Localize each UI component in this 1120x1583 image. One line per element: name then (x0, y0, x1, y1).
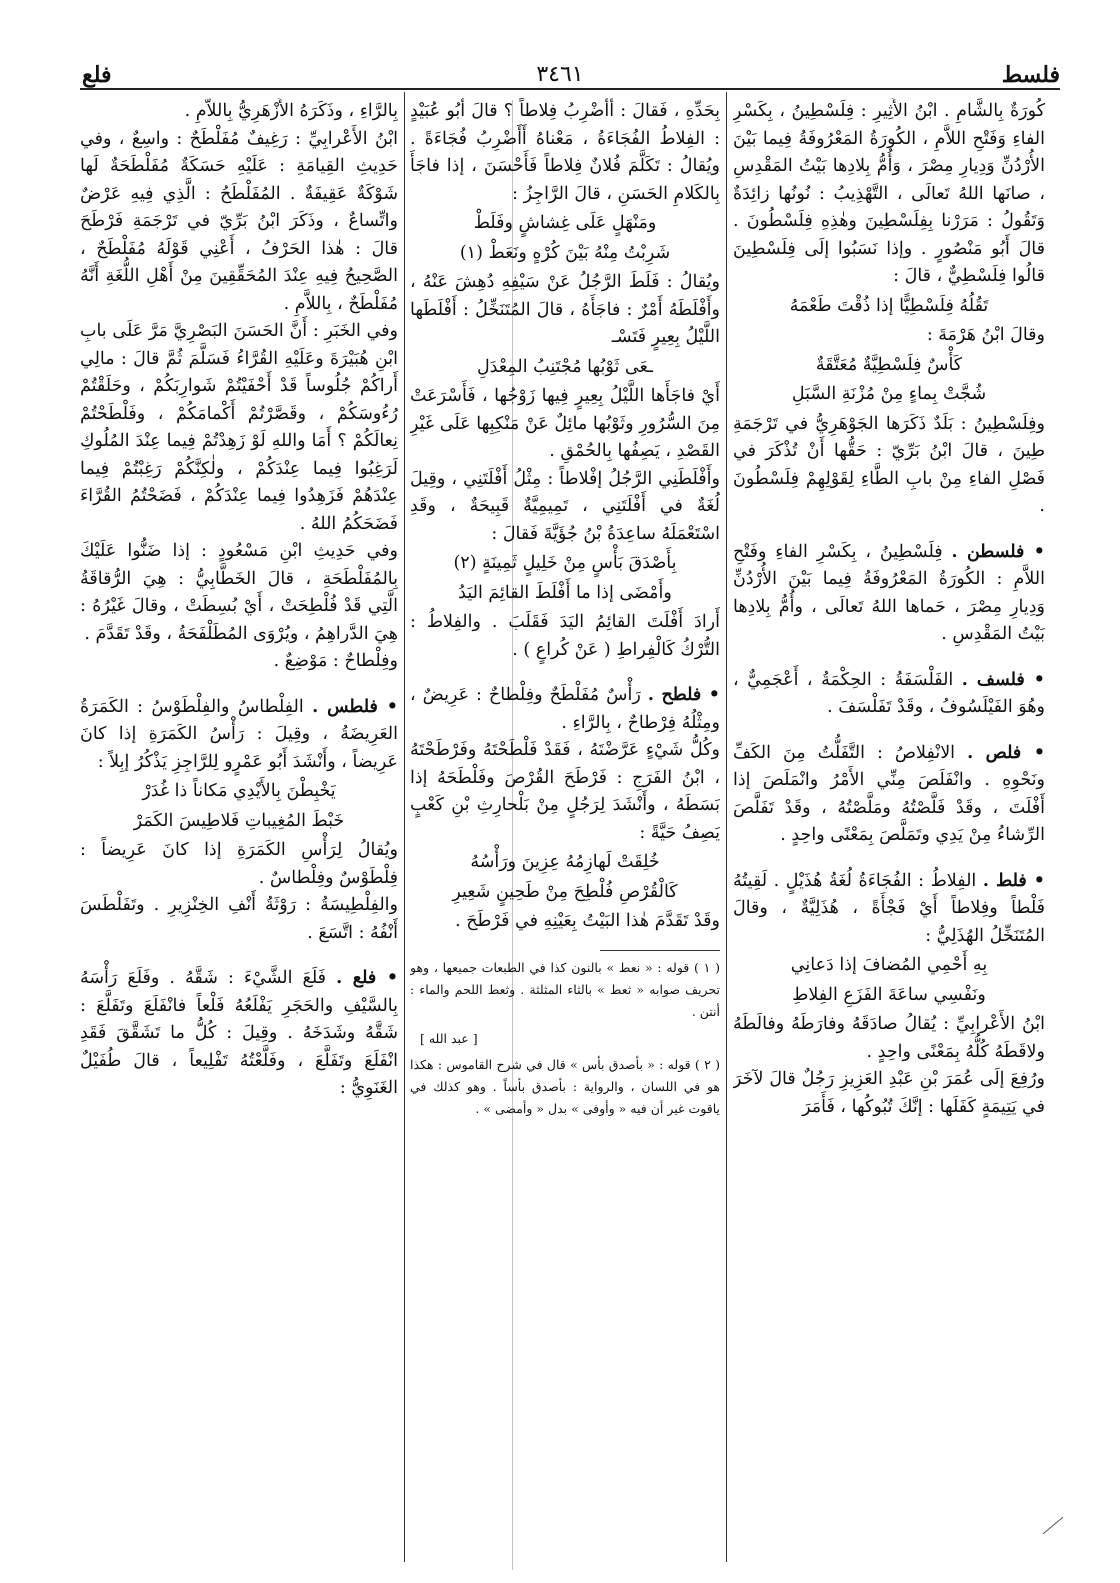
paragraph: وأَفْلَطَنِي الرَّجُلُ إفْلاطاً : مِثْلُ أَفْلَتَنِي ، وقِيلَ لُغَةٌ في أَفْلَتَنِي ، تَمِيمِيَّةٌ قَبِيحَةٌ ، وقَدِ اسْتَعْمَلَهُ ساعِدَةُ بْنُ جُؤَيَّةَ فَقالَ : (410, 468, 720, 544)
paragraph: بِحَدِّهِ ، فَقالَ : أَأَضْرِبُ فِلاطاً ؟ قالَ أَبُو عُبَيْدٍ : الفِلاطُ الفُجَاءَةُ ، مَعْناهُ أَأَضْرِبُ فُجَاءَةً . ويُقالُ : تَكَلَّمَ فُلانٌ فِلاطاً فَأَحْسَنَ ، إذا فاجَأَ بِالكَلامِ الحَسَنِ ، قالَ الرَّاجِزُ : (410, 101, 720, 204)
entry-gap (733, 649, 1045, 667)
paragraph: ورُفِعَ إلَى عُمَرَ بْنِ عَبْدِ العَزِيزِ رَجُلٌ قالَ لآخَرَ في يَتِيمَةٍ كَفَلَها : إنَّكَ تُبُوكُها ، فَأَمَرَ (733, 1069, 1045, 1117)
entry-text: فِلَسْطِينُ ، بِكَسْرِ الفاءِ وفَتْحِ اللاَّمِ : الكُورَةُ المَعْرُوفَةُ فِيما بَيْنَ الأُرْدُنِّ وَدِيارِ مِصْرَ ، حَماها اللهُ تَعالَى ، وأُمُّ بِلادِها بَيْتُ المَقْدِسِ . (733, 541, 1045, 644)
paragraph: وفي الخَبَرِ : أَنَّ الحَسَنَ البَصْرِيَّ مَرَّ عَلَى بابِ ابْنِ هُبَيْرَةَ وعَلَيْهِ القُرَّاءُ فَسَلَّمَ ثُمَّ قالَ : مالِي أَراكُمْ جُلُوساً قَدْ أَحْفَيْتُمْ شَوارِبَكُمْ ، وحَلَقْتُمْ رُءُوسَكُمْ ، وقَصَّرْتُمْ أَكْمامَكُمْ ، وفَلْطَحْتُمْ نِعالَكُمْ ؟ أَمَا واللهِ لَوْ زَهِدْتُمْ فِيما عِنْدَ المُلُوكِ لَرَغِبُوا فِيما عِنْدَكُمْ ، ولٰكِنَّكُمْ رَغِبْتُمْ فِيما عِنْدَهُمْ فَزَهِدُوا فِيما عِنْدَكُمْ ، فَضَحْتُمُ القُرَّاءَ فَضَحَكُمُ اللهُ . (80, 321, 398, 534)
dictionary-entry (733, 539, 1045, 649)
verse-line: خَبْطَ المُغِيباتِ فَلاطِيسَ الكَمَرْ (133, 810, 345, 831)
scan-mark (1043, 1517, 1064, 1534)
paragraph: وكُلُّ شَيْءٍ عَرَّضْتَهُ ، فَقَدْ فَلْطَحْتَهُ وفَرْطَحْتَهُ ، ابْنُ الفَرَجِ : فَرْطَحَ القُرْصَ وفَلْطَحَهُ إذا بَسَطَهُ ، وأَنْشَدَ لِرَجُلٍ مِنْ بَلْحارِثِ بْنِ كَعْبٍ يَصِفُ حَيَّةً : (410, 740, 720, 843)
verse-line: خُلِقَتْ لَهازِمُهُ عِزِينَ ورَأْسُهُ (470, 852, 660, 872)
entry-gap (733, 521, 1045, 539)
entry-gap (80, 676, 398, 694)
paragraph: بِالرَّاءِ ، وذَكَرَهُ الأَزْهَرِيُّ بِاللاَّمِ . (184, 101, 398, 121)
dictionary-entry (80, 694, 398, 777)
footnote: ( ٢ ) قوله : « بأصدق بأس » قال في شرح القاموس : هكذا هو في اللسان ، والرواية : بأصدق بأساً . وهو كذلك في ياقوت غير أن فيه « وأوفى » بدل « وأمضى » . (410, 1057, 720, 1116)
column-divider-right (726, 92, 727, 1562)
verse-line: شَرِبْتُ مِنْهُ بَيْنَ كُرْهٍ ونَعَطْ (١) (459, 242, 671, 263)
dictionary-entry (80, 965, 398, 1103)
entry-gap (410, 664, 720, 682)
paragraph: أَيْ فاجَأَها اللَّيْلُ بِعِيرٍ فِيها زَوْجُها ، فَأَسْرَعَتْ مِنَ السُّرُورِ وثَوْبُها مائِلٌ عَنْ مَنْكِبِها عَلَى غَيْرِ القَصْدِ ، يَصِفُها بِالحُمْقِ . (410, 386, 720, 461)
left-column (80, 98, 398, 1578)
page-header (60, 58, 1060, 92)
column-divider-left (404, 92, 405, 1562)
entry-headword: • فلطح . (647, 685, 720, 705)
entry-text: رَأْسٌ مُفَلْطَحٌ وفِلْطاحٌ : عَرِيضٌ ، ومِثْلُهُ فِرْطاحٌ ، بِالرَّاءِ . (410, 685, 720, 733)
guide-word-right: فلسط (1001, 62, 1060, 88)
verse-line: ونَفْسِي ساعَةَ الفَزَعِ الفِلاطِ (792, 984, 986, 1005)
verse-line: تَقُلُهُ فِلَسْطِيًّا إذا ذُقْتَ طَعْمَهُ (789, 295, 989, 316)
dictionary-entry (733, 740, 1045, 850)
paragraph: وفي حَدِيثِ ابْنِ مَسْعُودٍ : إذا ضَنُّوا عَلَيْكَ بِالمُفَلْطَحَةِ ، قالَ الخَطَّابِيُّ : هِيَ الرُّقاقَةُ الَّتِي قَدْ فُلْطِحَتْ ، أَيْ بُسِطَتْ ، وقالَ غَيْرُهُ : هِيَ الدَّراهِمُ ، ويُرْوَى المُطَلْفَحَةُ ، وقَدْ تَقَدَّمَ . (80, 541, 398, 644)
dictionary-entry (410, 682, 720, 737)
entry-text: الانْفِلاصُ : التَّفَلُّتُ مِنَ الكَفِّ ونَحْوِهِ . وانْفَلَصَ مِنِّي الأَمْرُ وانْمَلَصَ إذا أَفْلَتَ ، وقَدْ فَلَّصْتُهُ ومَلَّصْتُهُ ، وقَدْ تَفَلَّصَ الرِّشاءُ مِنْ يَدِي وتَمَلَّصَ بِمَعْنًى واحِدٍ . (733, 742, 1045, 845)
paragraph: وقالَ ابْنُ هَرْمَةَ : (926, 325, 1045, 345)
entry-gap (80, 947, 398, 965)
verse-line: ومَنْهَلٍ عَلَى غِشاشٍ وفَلَطْ (473, 213, 657, 233)
paragraph: ابْنُ الأَعْرابِيِّ : رَغِيفٌ مُفَلْطَحٌ : واسِعٌ ، وفي حَدِيثِ القِيامَةِ : عَلَيْهِ حَسَكَةٌ مُفَلْطَحَةٌ لَها شَوْكَةٌ عَقِيفَةٌ . المُفَلْطَحُ : الَّذِي فِيهِ عَرْضٌ واتِّساعٌ ، وذَكَرَ ابْنُ بَرِّيّ في تَرْجَمَةِ فَرْطَحَ قالَ : هٰذا الحَرْفُ ، أَعْنِي قَوْلَهُ مُفَلْطَحٌ ، الصَّحِيحُ فِيهِ عِنْدَ المُحَقِّقِينَ مِنْ أَهْلِ اللُّغَةِ أَنَّهُ مُفَلْطَحٌ ، بِاللاَّمِ . (80, 128, 398, 314)
verse-line: كَأْسٌ فِلَسْطِيَّةٌ مُعَتَّقَةٌ (815, 354, 963, 375)
verse-line: كَالْقُرْصِ فُلْطِحَ مِنْ طَحِينٍ شَعِيرِ (452, 881, 678, 902)
entry-text: الفَلْسَفَةُ : الحِكْمَةُ ، أَعْجَمِيٌّ ، وهُوَ الفَيْلَسُوفُ ، وقَدْ تَفَلْسَفَ . (733, 669, 1045, 717)
entry-headword: • فلط . (982, 870, 1045, 891)
header-rule (80, 88, 1060, 90)
entry-text: فَلَعَ الشَّيْءَ : شَقَّهُ . وفَلَعَ رَأْسَهُ بِالسَّيْفِ والحَجَرِ يَفْلَعُهُ فَلْعاً فانْفَلَعَ وتَفَلَّعَ : شَقَّهُ وشَدَخَهُ . وقِيلَ : كُلُّ ما تَشَقَّقَ فَقَدِ انْفَلَعَ وتَفَلَّعَ ، وفَلَّعْتُهُ تَفْلِيعاً ، قالَ طُفَيْلٌ الغَنَوِيُّ : (80, 968, 398, 1098)
paragraph: وقَدْ تَقَدَّمَ هٰذا البَيْتُ بِعَيْنِهِ في فَرْطَحَ . (455, 911, 720, 931)
paragraph: أَرادَ أَفْلَتَ القائِمُ اليَدَ فَقَلَبَ . والفِلاطُ : التُّرْكُ كَالْفِراطِ ( عَنْ كُراعٍ ) . (410, 612, 720, 660)
dictionary-entry (733, 868, 1045, 951)
verse-line: ـعَى ثَوْبُها مُجْتَنِبُ المِعْدَلِ (476, 356, 654, 377)
paragraph: ابْنُ الأَعْرابِيِّ : يُقالُ صادَقَهُ وفارَطَهُ وفالَطَهُ ولاقَطَهُ كُلُّهُ بِمَعْنًى واحِدٍ . (733, 1014, 1045, 1062)
entry-headword: • فلع . (336, 968, 398, 988)
guide-word-left: فلع (82, 62, 112, 88)
paragraph: والفِلْطِيسَةُ : رَوْثَةُ أَنْفِ الخِنْزِيرِ . وتَفَلْطَسَ أَنْفُهُ : اتَّسَعَ . (80, 895, 398, 943)
footnote-separator (600, 950, 720, 951)
middle-column (410, 98, 720, 1558)
footnote-signature: [ عبد الله ] (420, 1030, 478, 1046)
verse-line: بِهِ أَحْمِي المُضافَ إذا دَعانِي (790, 955, 988, 975)
dictionary-entry (733, 667, 1045, 722)
entry-headword: • فلسطن . (951, 541, 1045, 562)
entry-gap (733, 850, 1045, 868)
verse-line: شُجَّتْ بِماءٍ مِنْ مُزْنَةِ السَّبَلِ (791, 384, 987, 404)
entry-gap (733, 722, 1045, 740)
verse-line: وأَمْضَى إذا ما أَفْلَطَ القائِمَ اليَدُ (458, 582, 672, 603)
paragraph: ويُقالُ : فَلَطَ الرَّجُلُ عَنْ سَيْفِهِ دُهِشَ عَنْهُ ، وأَفْلَطَهُ أَمْرٌ : فاجَأَهُ ، قالَ المُتَنَخِّلُ : أَفْلَطَها اللَّيْلُ بِعِيرٍ فَتَسْـ (410, 272, 720, 347)
paragraph: ويُقالُ لِرَأْسِ الكَمَرَةِ إذا كانَ عَرِيضاً : فِلْطَوْسٌ وفِلْطاسٌ . (80, 840, 398, 888)
paragraph: وفِلَسْطِينُ : بَلَدٌ ذَكَرَها الجَوْهَرِيُّ في تَرْجَمَةِ طِينَ ، قالَ ابْنُ بَرِّيّ : حَقُّها أَنْ تُذْكَرَ في فَصْلِ الفاءِ مِنْ بابِ الطَّاءِ لِقَوْلِهِمْ فِلَسْطُونَ . (733, 413, 1045, 516)
footnote: ( ١ ) قوله : « نعط » بالنون كذا في الطبعات جميعها ، وهو تحريف صوابه « ثعط » بالثاء المثلثة . وثعط اللحم والماء : أنتن . (410, 959, 720, 1019)
entry-headword: • فلطس . (312, 696, 398, 717)
entry-headword: • فلسف . (961, 669, 1045, 690)
verse-line: يَخْبِطْنَ بِالأَيْدِي مَكاناً ذا غُدَرْ (142, 781, 336, 801)
right-column (733, 98, 1045, 1558)
entry-text: الفِلْطاسُ والفِلْطَوْسُ : الكَمَرَةُ العَرِيضَةُ ، وقِيلَ : رَأْسُ الكَمَرَةِ إذا كانَ عَرِيضاً ، وأَنْشَدَ أَبُو عَمْرٍو لِلرَّاجِزِ يَذْكُرُ إبِلاً : (80, 696, 398, 772)
verse-line: بِأَصْدَقَ بَأْسٍ مِنْ خَلِيلٍ ثَمِينَةٍ (٢) (453, 553, 677, 573)
paragraph: وفِلْطاحٌ : مَوْضِعٌ . (273, 651, 398, 671)
paragraph: كُورَةٌ بِالشَّامِ . ابْنُ الأَثِيرِ : فِلَسْطِينُ ، بِكَسْرِ الفاءِ وَفَتْحِ اللاَّمِ ، الكُورَةُ المَعْرُوفَةُ فِيما بَيْنَ الأُرْدُنِّ وَدِيارِ مِصْرَ ، وَأُمُّ بِلادِها بَيْتُ المَقْدِسِ ، صانَها اللهُ تَعالَى ، التَّهْذِيبُ : نُونُها زائِدَةٌ وَتَقُولُ : مَرَرْنا بِفِلَسْطِينَ وهٰذِهِ فِلَسْطُونَ . قالَ أَبُو مَنْصُورٍ . وإذا نَسَبُوا إلَى فِلَسْطِينَ قالُوا فِلَسْطِيٌّ ، قالَ : (733, 101, 1045, 286)
entry-text: الفِلاطُ : الفُجَاءَةُ لُغَةُ هُذَيْلٍ . لَقِيتُهُ فَلْطاً وفِلاطاً أَيْ فَجْأَةً ، هُذَلِيَّةٌ ، وقالَ المُتَنَخِّلُ الهُذَلِيُّ : (733, 870, 1045, 946)
page-number: ٣٤٦١ (536, 62, 584, 87)
entry-headword: • فلص . (967, 742, 1045, 763)
